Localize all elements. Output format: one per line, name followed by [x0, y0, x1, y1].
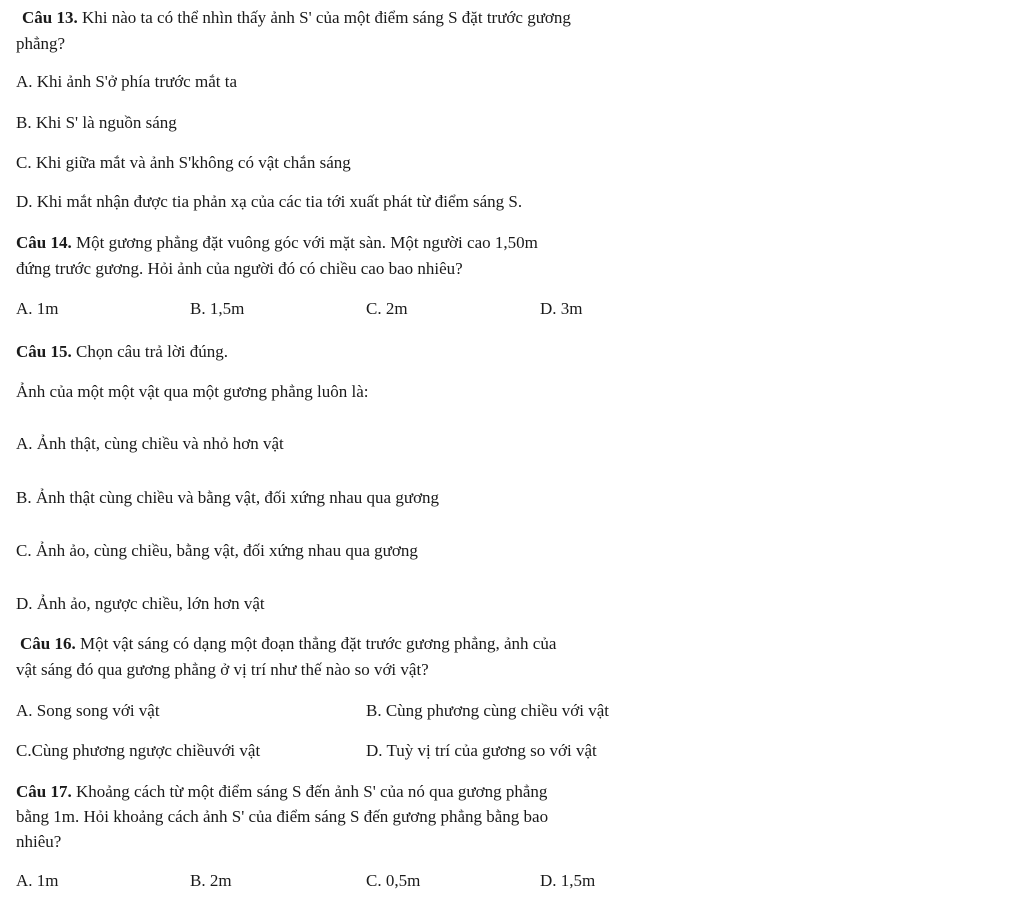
q16-stem-text: Một vật sáng có dạng một đoạn thẳng đặt trước gương phẳng, ảnh của: [75, 634, 557, 653]
q14-option-a: A. 1m: [16, 299, 59, 318]
q16-stem-line2: vật sáng đó qua gương phẳng ở vị trí như thế nào so với vật?: [16, 660, 429, 679]
q14-option-b: B. 1,5m: [190, 299, 245, 318]
q17-option-a: A. 1m: [16, 871, 59, 890]
q17-stem-line2: bằng 1m. Hỏi khoảng cách ảnh S' của điểm sáng S đến gương phẳng bằng bao: [16, 807, 549, 826]
q16-option-c: C.Cùng phương ngược chiềuvới vật: [16, 741, 261, 760]
q13-stem-line1: [22, 7, 571, 29]
q13-option-a: A. Khi ảnh S'ở phía trước mắt ta: [16, 72, 237, 91]
q14-option-c: C. 2m: [366, 299, 408, 318]
q17-stem-text: Khoảng cách từ một điểm sáng S đến ảnh S' của nó qua gương phẳng: [71, 782, 548, 801]
q15-stem-line1: [16, 341, 228, 363]
q17-label: Câu 17.: [16, 782, 72, 801]
q15-label: Câu 15.: [16, 342, 72, 361]
q14-stem-line2: đứng trước gương. Hỏi ảnh của người đó có chiều cao bao nhiêu?: [16, 259, 463, 278]
q14-stem-line1: [16, 232, 538, 254]
q14-label: Câu 14.: [16, 233, 72, 252]
q15-stem-line2: Ảnh của một một vật qua một gương phẳng luôn là:: [16, 382, 369, 401]
q13-option-c: C. Khi giữa mắt và ảnh S'không có vật chắn sáng: [16, 153, 351, 172]
q13-option-d: D. Khi mắt nhận được tia phản xạ của các tia tới xuất phát từ điểm sáng S.: [16, 192, 523, 211]
q15-option-b: B. Ảnh thật cùng chiều và bằng vật, đối xứng nhau qua gương: [16, 488, 440, 507]
q17-stem-line1: [16, 781, 547, 803]
q13-option-b: B. Khi S' là nguồn sáng: [16, 113, 177, 132]
q13-stem-line2: phẳng?: [16, 34, 66, 53]
q15-stem-text: Chọn câu trả lời đúng.: [71, 342, 229, 361]
q14-stem-text: Một gương phẳng đặt vuông góc với mặt sàn. Một người cao 1,50m: [71, 233, 538, 252]
q16-stem-line1: [20, 633, 556, 655]
q16-option-a: A. Song song với vật: [16, 701, 160, 720]
q16-option-b: B. Cùng phương cùng chiều với vật: [366, 701, 609, 720]
q15-option-c: C. Ảnh ảo, cùng chiều, bằng vật, đối xứng nhau qua gương: [16, 541, 418, 560]
q17-option-d: D. 1,5m: [540, 871, 596, 890]
q13-stem-text: Khi nào ta có thể nhìn thấy ảnh S' của một điểm sáng S đặt trước gương: [77, 8, 571, 27]
q15-option-a: A. Ảnh thật, cùng chiều và nhỏ hơn vật: [16, 434, 284, 453]
q15-option-d: D. Ảnh ảo, ngược chiều, lớn hơn vật: [16, 594, 265, 613]
q17-option-b: B. 2m: [190, 871, 232, 890]
q14-option-d: D. 3m: [540, 299, 583, 318]
q16-label: Câu 16.: [20, 634, 76, 653]
q17-stem-line3: nhiêu?: [16, 832, 62, 851]
q13-label: Câu 13.: [22, 8, 78, 27]
q16-option-d: D. Tuỳ vị trí của gương so với vật: [366, 741, 597, 760]
q17-option-c: C. 0,5m: [366, 871, 421, 890]
